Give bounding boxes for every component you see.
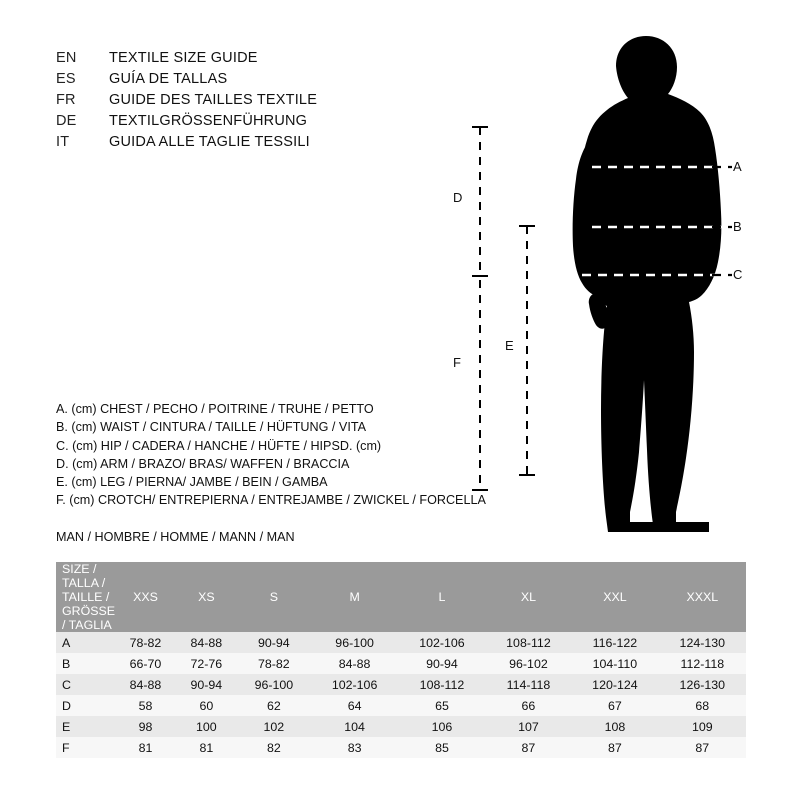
column-header-xxl: XXL [571, 562, 658, 632]
marker-label-a: A [733, 159, 742, 174]
cell-d-xxs: 58 [115, 695, 176, 716]
size-table-wrapper [56, 562, 746, 758]
cell-b-s: 78-82 [237, 653, 311, 674]
table-row [56, 695, 746, 716]
marker-label-f: F [453, 355, 461, 370]
title-text-de: TEXTILGRÖSSENFÜHRUNG [109, 113, 308, 129]
cell-c-xxl: 120-124 [571, 674, 658, 695]
cell-c-xl: 114-118 [486, 674, 572, 695]
cell-b-l: 90-94 [398, 653, 485, 674]
cell-f-m: 83 [311, 737, 398, 758]
cell-c-s: 96-100 [237, 674, 311, 695]
title-lang-de: DE [56, 113, 77, 129]
cell-c-xxs: 84-88 [115, 674, 176, 695]
cell-e-xxxl: 109 [659, 716, 746, 737]
marker-label-e: E [505, 338, 514, 353]
title-row-es [56, 71, 476, 92]
cell-b-m: 84-88 [311, 653, 398, 674]
title-lang-fr: FR [56, 92, 76, 108]
cell-a-l: 102-106 [398, 632, 485, 653]
table-row [56, 653, 746, 674]
cell-c-m: 102-106 [311, 674, 398, 695]
marker-label-c: C [733, 267, 743, 282]
cell-d-xl: 66 [486, 695, 572, 716]
cell-c-xxxl: 126-130 [659, 674, 746, 695]
column-header-xl: XL [486, 562, 572, 632]
legend-line-b: B. (cm) WAIST / CINTURA / TAILLE / HÜFTUNG / VITA [56, 420, 366, 435]
table-header-row [56, 562, 746, 632]
cell-a-xxl: 116-122 [571, 632, 658, 653]
cell-b-xxs: 66-70 [115, 653, 176, 674]
cell-e-xxl: 108 [571, 716, 658, 737]
column-header-xxxl: XXXL [659, 562, 746, 632]
table-row [56, 737, 746, 758]
column-header-s: S [237, 562, 311, 632]
title-text-es: GUÍA DE TALLAS [109, 71, 228, 87]
title-text-fr: GUIDE DES TAILLES TEXTILE [109, 92, 318, 108]
column-header-size: SIZE / TALLA / TAILLE / GRÖSSE / TAGLIA [56, 562, 115, 632]
column-header-xxs: XXS [115, 562, 176, 632]
cell-d-xs: 60 [176, 695, 237, 716]
size-table [56, 562, 746, 758]
cell-a-s: 90-94 [237, 632, 311, 653]
title-block [56, 50, 476, 155]
title-text-it: GUIDA ALLE TAGLIE TESSILI [109, 134, 310, 150]
cell-a-xl: 108-112 [486, 632, 572, 653]
title-row-de [56, 113, 476, 134]
row-label-e: E [56, 716, 115, 737]
legend-line-e: E. (cm) LEG / PIERNA/ JAMBE / BEIN / GAMBA [56, 475, 328, 490]
cell-a-m: 96-100 [311, 632, 398, 653]
cell-e-xl: 107 [486, 716, 572, 737]
cell-e-l: 106 [398, 716, 485, 737]
cell-e-xxs: 98 [115, 716, 176, 737]
cell-a-xs: 84-88 [176, 632, 237, 653]
figure-diagram [430, 30, 790, 540]
cell-a-xxs: 78-82 [115, 632, 176, 653]
cell-f-xxxl: 87 [659, 737, 746, 758]
title-row-fr [56, 92, 476, 113]
gender-label: MAN / HOMBRE / HOMME / MANN / MAN [56, 530, 295, 544]
cell-c-l: 108-112 [398, 674, 485, 695]
cell-b-xxxl: 112-118 [659, 653, 746, 674]
title-lang-it: IT [56, 134, 70, 150]
marker-label-b: B [733, 219, 742, 234]
cell-b-xl: 96-102 [486, 653, 572, 674]
row-label-b: B [56, 653, 115, 674]
legend-line-c: C. (cm) HIP / CADERA / HANCHE / HÜFTE / HIPSD. (cm) [56, 438, 382, 453]
cell-a-xxxl: 124-130 [659, 632, 746, 653]
row-label-a: A [56, 632, 115, 653]
column-header-xs: XS [176, 562, 237, 632]
cell-f-l: 85 [398, 737, 485, 758]
cell-d-m: 64 [311, 695, 398, 716]
cell-f-xxl: 87 [571, 737, 658, 758]
cell-b-xs: 72-76 [176, 653, 237, 674]
table-row [56, 632, 746, 653]
male-silhouette-illustration [430, 30, 790, 540]
title-lang-es: ES [56, 71, 76, 87]
legend-line-f: F. (cm) CROTCH/ ENTREPIERNA / ENTREJAMBE / ZWICKEL / FORCELLA [56, 493, 486, 508]
cell-e-xs: 100 [176, 716, 237, 737]
column-header-l: L [398, 562, 485, 632]
table-row [56, 674, 746, 695]
cell-f-xl: 87 [486, 737, 572, 758]
legend-line-d: D. (cm) ARM / BRAZO/ BRAS/ WAFFEN / BRACCIA [56, 456, 350, 471]
row-label-c: C [56, 674, 115, 695]
cell-e-s: 102 [237, 716, 311, 737]
cell-d-l: 65 [398, 695, 485, 716]
cell-d-s: 62 [237, 695, 311, 716]
cell-f-s: 82 [237, 737, 311, 758]
cell-b-xxl: 104-110 [571, 653, 658, 674]
title-lang-en: EN [56, 50, 77, 66]
cell-f-xs: 81 [176, 737, 237, 758]
cell-d-xxl: 67 [571, 695, 658, 716]
row-label-d: D [56, 695, 115, 716]
legend-line-a: A. (cm) CHEST / PECHO / POITRINE / TRUHE / PETTO [56, 402, 374, 416]
cell-e-m: 104 [311, 716, 398, 737]
title-text-en: TEXTILE SIZE GUIDE [109, 50, 258, 66]
marker-label-d: D [453, 190, 463, 205]
column-header-m: M [311, 562, 398, 632]
title-row-it [56, 134, 476, 155]
table-row [56, 716, 746, 737]
row-label-f: F [56, 737, 115, 758]
title-row-en [56, 50, 476, 71]
cell-f-xxs: 81 [115, 737, 176, 758]
cell-c-xs: 90-94 [176, 674, 237, 695]
cell-d-xxxl: 68 [659, 695, 746, 716]
